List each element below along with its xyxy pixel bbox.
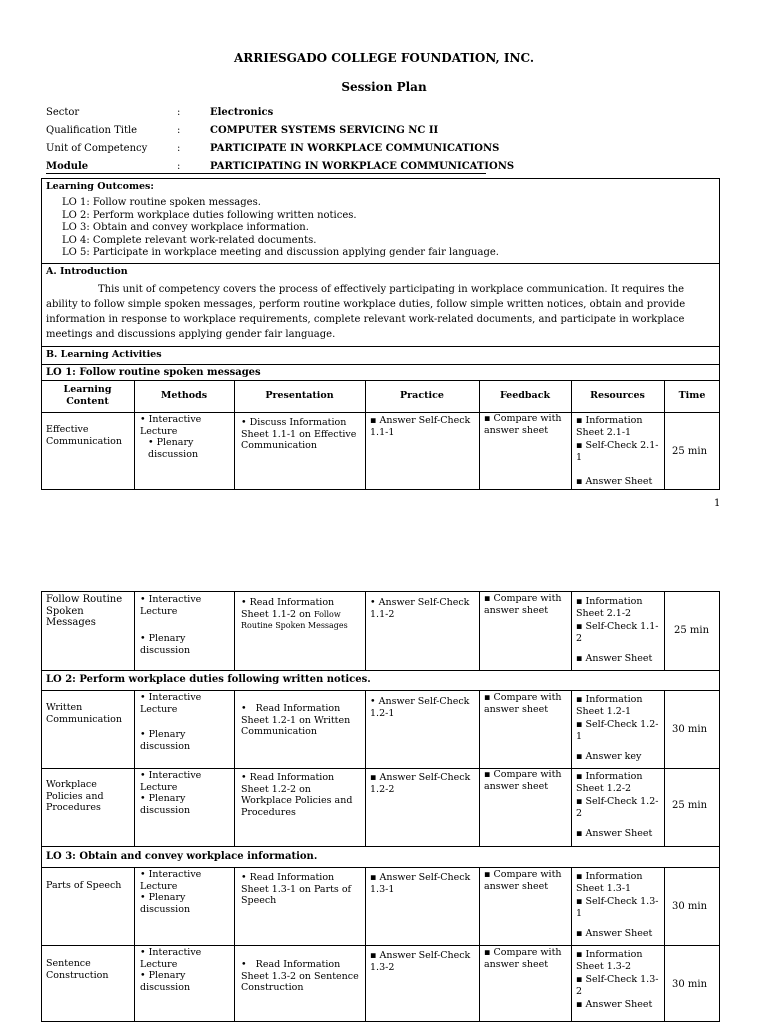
- row1-feedback: ▪ Compare with answer sheet: [484, 413, 562, 436]
- col-header-presentation: Presentation: [265, 390, 334, 401]
- meta-value-sector: Electronics: [210, 107, 274, 118]
- row5-resources: ▪ Information Sheet 1.3-1 ▪ Self-Check 1.3-1 ▪ Answer Sheet: [576, 871, 659, 939]
- document-title: Session Plan: [341, 80, 427, 94]
- row6-feedback: ▪ Compare with answer sheet: [484, 947, 562, 970]
- lo1-title: LO 1: Follow routine spoken messages: [46, 367, 261, 378]
- lo2-title: LO 2: Perform workplace duties following written notices.: [46, 674, 371, 685]
- row2-presentation: • Read Information Sheet 1.1-2 on Follow Routine Spoken Messages: [241, 597, 348, 630]
- row2-resources: ▪ Information Sheet 2.1-2 ▪ Self-Check 1.1-2 ▪ Answer Sheet: [576, 596, 659, 664]
- row2-time: 25 min: [674, 625, 710, 636]
- meta-value-qualification: COMPUTER SYSTEMS SERVICING NC II: [210, 125, 439, 136]
- row1-practice: ▪ Answer Self-Check 1.1-1: [370, 415, 471, 438]
- row5-methods: • Interactive Lecture • Plenary discussion: [140, 869, 202, 915]
- row2-learning-content: Follow Routine Spoken Messages: [46, 594, 123, 628]
- row4-feedback: ▪ Compare with answer sheet: [484, 769, 562, 792]
- meta-sep: :: [177, 125, 181, 136]
- row6-practice: ▪ Answer Self-Check 1.3-2: [370, 950, 471, 973]
- row1-presentation: • Discuss Information Sheet 1.1-1 on Effective Communication: [241, 417, 357, 451]
- outcome-item: LO 2: Perform workplace duties following written notices.: [62, 209, 357, 221]
- row3-resources: ▪ Information Sheet 1.2-1 ▪ Self-Check 1.2-1 ▪ Answer key: [576, 694, 659, 762]
- row1-learning-content: Effective Communication: [46, 424, 122, 447]
- meta-label-sector: Sector: [46, 107, 80, 118]
- row5-learning-content: Parts of Speech: [46, 880, 122, 891]
- row1-time: 25 min: [672, 446, 708, 457]
- row5-feedback: ▪ Compare with answer sheet: [484, 869, 562, 892]
- row3-methods: • Interactive Lecture • Plenary discussion: [140, 692, 202, 752]
- outcome-item: LO 1: Follow routine spoken messages.: [62, 197, 261, 208]
- row6-resources: ▪ Information Sheet 1.3-2 ▪ Self-Check 1.3-2 ▪ Answer Sheet: [576, 949, 659, 1010]
- learning-activities-title: B. Learning Activities: [46, 349, 162, 360]
- meta-label-qualification: Qualification Title: [46, 125, 138, 136]
- row4-presentation: • Read Information Sheet 1.2-2 on Workplace Policies and Procedures: [241, 772, 353, 818]
- col-header-practice: Practice: [400, 390, 444, 401]
- module-underline: [46, 173, 486, 174]
- row6-methods: • Interactive Lecture • Plenary discussion: [140, 947, 202, 993]
- meta-sep: :: [177, 161, 181, 172]
- meta-value-module: PARTICIPATING IN WORKPLACE COMMUNICATIONS: [210, 161, 515, 172]
- meta-sep: :: [177, 143, 181, 154]
- learning-outcomes-list: [62, 197, 499, 260]
- meta-value-unit: PARTICIPATE IN WORKPLACE COMMUNICATIONS: [210, 143, 500, 154]
- outcome-item: LO 5: Participate in workplace meeting and discussion applying gender fair language.: [62, 247, 499, 259]
- meta-label-module: Module: [46, 161, 89, 172]
- meta-label-unit: Unit of Competency: [46, 143, 148, 154]
- row3-presentation: • Read Information Sheet 1.2-1 on Written Communication: [241, 703, 351, 737]
- row3-feedback: ▪ Compare with answer sheet: [484, 692, 562, 715]
- row6-learning-content: Sentence Construction: [46, 958, 109, 981]
- page-number: 1: [714, 498, 721, 509]
- outcome-item: LO 4: Complete relevant work-related documents.: [62, 234, 317, 246]
- row4-resources: ▪ Information Sheet 1.2-2 ▪ Self-Check 1.2-2 ▪ Answer Sheet: [576, 771, 659, 839]
- row5-practice: ▪ Answer Self-Check 1.3-1: [370, 872, 471, 895]
- row4-methods: • Interactive Lecture • Plenary discussion: [140, 770, 202, 816]
- row3-time: 30 min: [672, 724, 708, 735]
- introduction-title: A. Introduction: [46, 266, 128, 277]
- row3-practice: • Answer Self-Check 1.2-1: [370, 696, 470, 719]
- row4-time: 25 min: [672, 800, 708, 811]
- col-header-time: Time: [678, 390, 706, 401]
- row5-presentation: • Read Information Sheet 1.3-1 on Parts of Speech: [241, 872, 352, 906]
- row4-learning-content: Workplace Policies and Procedures: [46, 779, 104, 813]
- lo3-title: LO 3: Obtain and convey workplace information.: [46, 851, 318, 862]
- learning-outcomes-title: Learning Outcomes:: [46, 181, 154, 192]
- row2-methods: • Interactive Lecture • Plenary discussion: [140, 594, 202, 656]
- row5-time: 30 min: [672, 901, 708, 912]
- col-header-methods: Methods: [160, 390, 208, 401]
- organization-name: ARRIESGADO COLLEGE FOUNDATION, INC.: [234, 51, 534, 65]
- row2-practice: • Answer Self-Check 1.1-2: [370, 597, 470, 620]
- col-header-resources: Resources: [590, 390, 645, 401]
- row6-time: 30 min: [672, 979, 708, 990]
- col-header-feedback: Feedback: [499, 390, 551, 401]
- row2-feedback: ▪ Compare with answer sheet: [484, 593, 562, 616]
- row1-resources: ▪ Information Sheet 2.1-1 ▪ Self-Check 2.1-1 ▪ Answer Sheet: [576, 415, 659, 487]
- row3-learning-content: Written Communication: [46, 702, 122, 725]
- outcome-item: LO 3: Obtain and convey workplace information.: [62, 222, 309, 234]
- meta-sep: :: [177, 107, 181, 118]
- col-header-learning-content: Learning Content: [63, 384, 112, 407]
- introduction-body: This unit of competency covers the process of effectively participating in workplace communication. It requires the ability to follow simple spoken messages, perform routine workplace duties, follow simple written notices, obtain and provide information in response to workplace requirements, complete relevant work-related documents, and participate in workplace meetings and discussions applying gender fair language.: [46, 284, 686, 340]
- row6-presentation: • Read Information Sheet 1.3-2 on Sentence Construction: [241, 959, 359, 993]
- row1-methods: • Interactive Lecture • Plenary discussion: [140, 414, 202, 460]
- row4-practice: ▪ Answer Self-Check 1.2-2: [370, 772, 471, 795]
